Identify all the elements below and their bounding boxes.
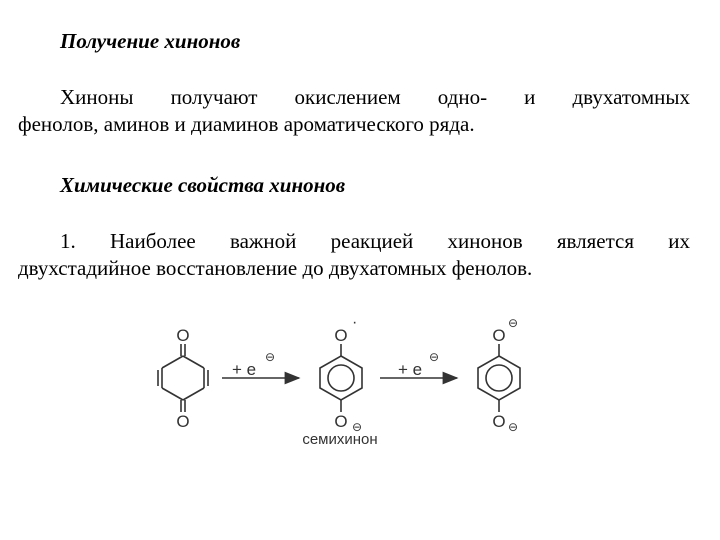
dianion-top-oxygen: O: [492, 326, 506, 345]
semiquinone-charge: ⊖: [352, 420, 363, 434]
semiquinone-bottom-oxygen: O: [334, 412, 348, 431]
paragraph-properties-line2: двухстадийное восстановление до двухатомных фенолов.: [18, 256, 533, 280]
reagent-electron-2: + e: [398, 360, 423, 379]
quinone-molecule: [158, 344, 208, 412]
heading-preparation: Получение хинонов: [60, 29, 241, 53]
heading-chemical-properties: Химические свойства хинонов: [60, 173, 346, 197]
reaction-scheme: [0, 300, 720, 460]
radical-dot: ·: [352, 314, 358, 331]
dianion-molecule: [478, 344, 520, 412]
semiquinone-molecule: [320, 344, 362, 412]
dianion-top-charge: ⊖: [508, 316, 519, 330]
semiquinone-top-oxygen: O: [334, 326, 348, 345]
paragraph-properties-line1: 1. Наиболее важной реакцией хинонов является их: [60, 229, 690, 253]
quinone-bottom-oxygen: O: [176, 412, 190, 431]
semiquinone-caption: семихинон: [302, 431, 378, 448]
dianion-bottom-charge: ⊖: [508, 420, 519, 434]
dianion-bottom-oxygen: O: [492, 412, 506, 431]
quinone-top-oxygen: O: [176, 326, 190, 345]
electron-charge-2: ⊖: [429, 350, 440, 364]
electron-charge-1: ⊖: [265, 350, 276, 364]
reagent-electron-1: + e: [232, 360, 257, 379]
paragraph-preparation-line1: Хиноны получают окислением одно- и двухатомных: [60, 85, 690, 109]
paragraph-preparation-line2: фенолов, аминов и диаминов ароматического ряда.: [18, 112, 475, 136]
